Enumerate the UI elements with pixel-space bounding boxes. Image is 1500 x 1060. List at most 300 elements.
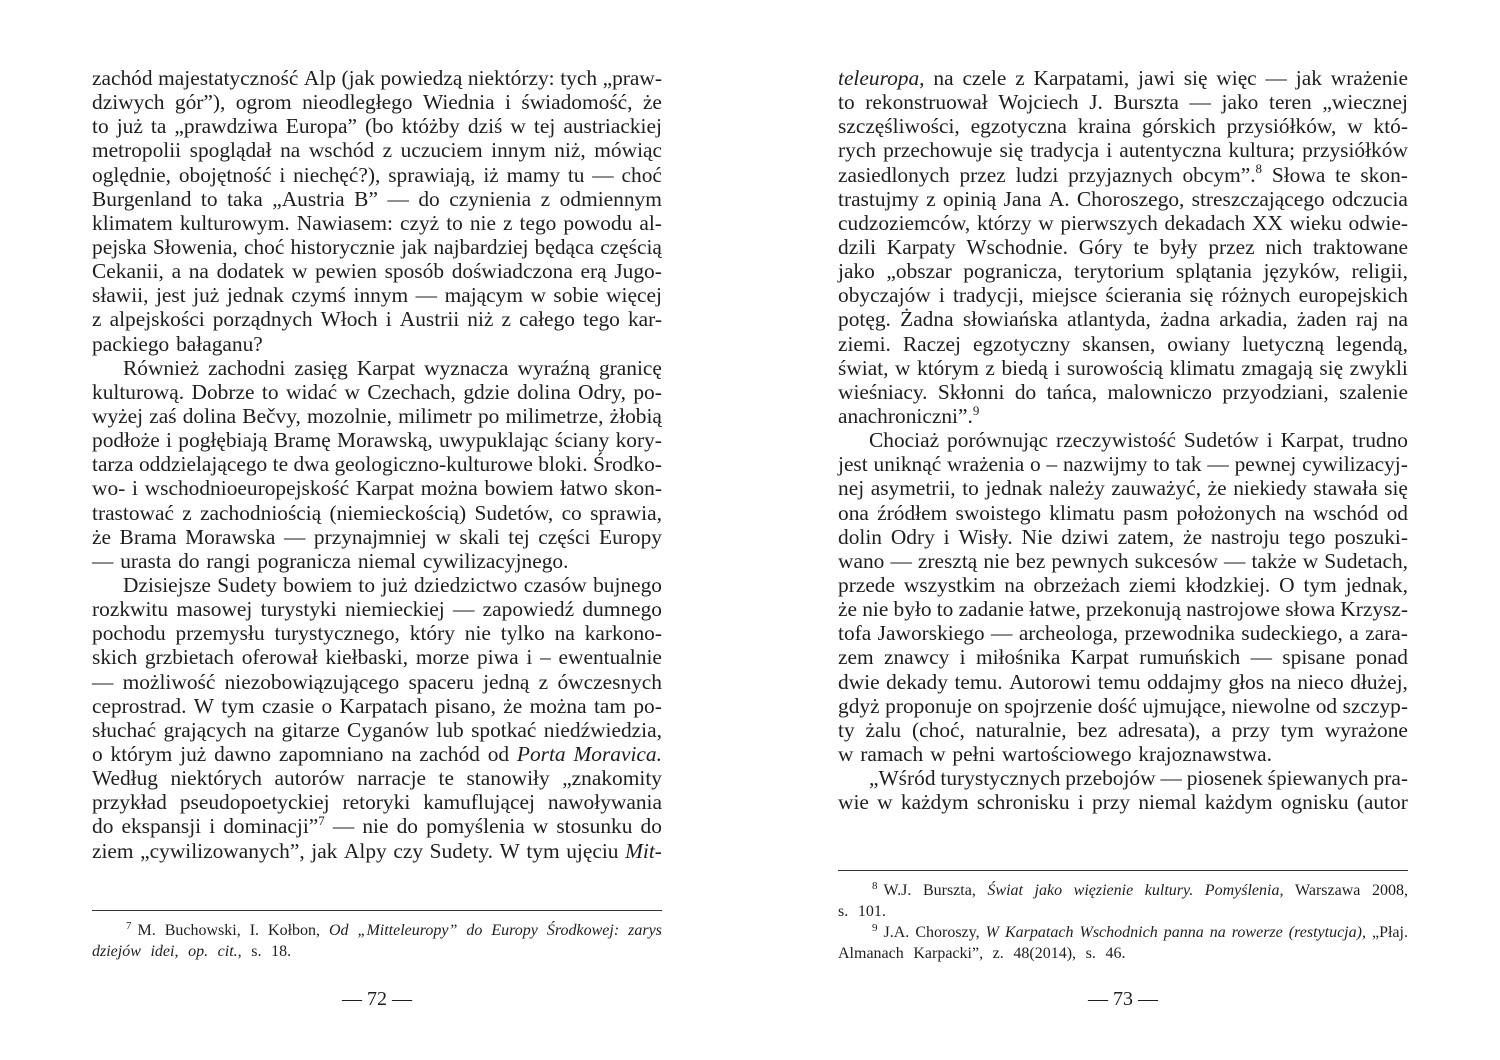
text-line	[838, 476, 1408, 500]
word: kultura;	[1228, 138, 1296, 163]
word: pewnych	[1051, 548, 1129, 573]
word: z	[503, 210, 513, 235]
word: dwie	[838, 669, 880, 694]
word: mówiąc	[594, 138, 662, 163]
word: w	[292, 259, 308, 284]
word: niektórych	[170, 766, 262, 791]
word: kłodzkiej.	[1185, 572, 1271, 597]
right-page-body-text	[838, 66, 1408, 814]
word: Sudety	[217, 572, 277, 597]
word: obyczajów	[838, 283, 931, 308]
word: pogłębiają	[178, 428, 268, 453]
word: że	[838, 597, 857, 622]
word: asymetrii,	[870, 476, 956, 501]
word: bowiem	[484, 476, 554, 501]
word: ziem	[92, 838, 134, 863]
word: niechęć?),	[293, 162, 381, 187]
word: w	[530, 283, 546, 308]
right-page	[750, 0, 1500, 1060]
word: przemysłu	[175, 621, 265, 646]
word: Góry	[1078, 234, 1123, 259]
word: to	[261, 379, 279, 404]
word: wschód	[308, 138, 375, 163]
word: zauważyć,	[1111, 476, 1202, 501]
word: zaś	[149, 403, 177, 428]
word: i	[526, 645, 533, 670]
word: więcej	[606, 283, 662, 308]
word: miejsce	[1031, 283, 1098, 308]
word: teleuropa,	[838, 66, 925, 90]
word: przekonują	[1085, 597, 1181, 622]
word: —	[1250, 645, 1272, 670]
word: dwa	[293, 452, 330, 477]
word: poszuki-	[1334, 524, 1408, 549]
word: to	[200, 186, 218, 211]
word: innym	[353, 283, 409, 308]
word: tańca,	[1046, 379, 1098, 404]
word: odczucia	[1331, 186, 1408, 211]
footnote-word-text: Kołbon,	[268, 922, 321, 939]
word: —	[991, 621, 1013, 646]
word: przyjaznych	[1068, 162, 1173, 187]
word: każdym	[1204, 790, 1273, 815]
word: na	[253, 717, 275, 742]
word: nastrojowe	[1186, 597, 1280, 622]
word: ceprostrad.	[92, 693, 187, 718]
footnote-line	[838, 922, 1408, 943]
word: sposób	[384, 259, 445, 284]
footnote-word-text: „Płaj.	[1371, 924, 1408, 941]
word: wrażenia	[947, 452, 1025, 477]
word: skon-	[614, 476, 662, 501]
word: zapomniano	[278, 741, 384, 766]
footnote-word	[987, 880, 1023, 901]
word: pogranicza,	[963, 259, 1063, 284]
word: się	[1189, 283, 1214, 308]
word: pewnej	[1234, 452, 1297, 477]
word: archeologa,	[1018, 621, 1118, 646]
word: iż	[483, 162, 499, 187]
word: skon-	[1360, 162, 1408, 187]
word: W	[193, 693, 214, 718]
word: czele	[962, 66, 1007, 90]
text-line	[838, 138, 1408, 162]
word: dziwi	[1061, 524, 1109, 549]
word: to	[838, 90, 855, 115]
word: szczęśliwości,	[838, 114, 960, 139]
footnote-word-text: M.	[137, 922, 156, 939]
word: dłużej,	[1350, 669, 1408, 694]
word: było	[893, 597, 932, 622]
footnote-word	[1210, 922, 1226, 943]
word: nastroju	[1210, 524, 1280, 549]
word: al-	[639, 210, 662, 235]
word: tej	[508, 524, 530, 549]
word: uniknąć	[873, 452, 942, 477]
word: zapowiedź	[482, 597, 575, 622]
word: trudno	[1352, 428, 1408, 453]
word: turystycznych	[940, 766, 1061, 791]
word: —	[1223, 548, 1246, 573]
word: tych	[560, 66, 598, 90]
word: lub	[436, 717, 464, 742]
word: narracje	[357, 766, 427, 791]
text-line	[838, 718, 1408, 742]
word: Morawską,	[337, 428, 433, 453]
word: i	[1266, 428, 1273, 453]
word: pomyślenia	[426, 814, 525, 839]
word: przysiółków,	[1226, 114, 1337, 139]
word: Europa”	[285, 114, 358, 139]
word: a	[1211, 717, 1221, 742]
word: ziemi.	[838, 331, 891, 356]
word: bowiem	[283, 572, 353, 597]
word: zasięg	[294, 355, 348, 380]
left-page-body-text	[92, 66, 662, 863]
word: alpejskości	[109, 307, 205, 332]
word: będąca	[534, 234, 595, 259]
text-line	[92, 283, 662, 307]
word: przynajmniej	[313, 524, 427, 549]
word: do	[640, 814, 662, 839]
word: żłobią	[609, 403, 662, 428]
right-page-number: — 73 —	[1088, 988, 1158, 1010]
footnote-word	[466, 920, 482, 941]
word: pogranicza	[257, 548, 352, 573]
word: Mit-	[625, 838, 662, 863]
word: i	[1077, 790, 1084, 815]
text-line	[92, 501, 662, 525]
footnote-word	[1145, 880, 1193, 901]
word: powiedzą	[380, 66, 463, 90]
word: obcym”.8	[1182, 161, 1263, 187]
word: piwa	[477, 645, 519, 670]
word: Karpaty	[886, 234, 956, 259]
word: rozkwitu	[92, 597, 169, 622]
footnote-word-text: s.	[1085, 945, 1096, 962]
footnote-word	[1164, 922, 1204, 943]
word: oddajmy	[1147, 669, 1222, 694]
word: Karpatach	[339, 693, 428, 718]
text-line	[838, 501, 1408, 525]
word: tej	[533, 114, 556, 139]
word: miłośnika	[975, 645, 1061, 670]
text-line	[92, 549, 662, 573]
word: biedą	[1001, 355, 1048, 380]
word: arkadia,	[1219, 307, 1288, 332]
word: na	[391, 741, 412, 766]
word: po	[477, 403, 500, 428]
word: nazwijmy	[1062, 452, 1148, 477]
footnote-word-text: Burszta,	[922, 882, 976, 899]
word: więc	[1216, 66, 1257, 90]
word: czymś	[291, 283, 346, 308]
word: „praw-	[602, 66, 662, 90]
text-line	[92, 211, 662, 235]
word: któżby	[401, 114, 460, 139]
footnote-word	[188, 941, 213, 962]
word: z	[985, 355, 995, 380]
word: Karpat,	[1280, 428, 1345, 453]
footnote-word-text: na	[1209, 924, 1226, 941]
word: klimatu	[1169, 355, 1235, 380]
word: o	[321, 693, 333, 718]
text-line	[838, 380, 1408, 404]
text-line	[838, 452, 1408, 476]
word: bloki.	[538, 452, 588, 477]
word: dość	[1097, 693, 1137, 718]
word: wie	[838, 790, 869, 815]
word: jest	[838, 452, 868, 477]
word: położonych	[1176, 500, 1277, 525]
footnote-word-text: idei,	[150, 943, 179, 960]
text-line	[92, 525, 662, 549]
word: „znakomity	[562, 766, 662, 791]
word: po-	[633, 379, 662, 404]
footnote-word-text: dziejów	[92, 943, 141, 960]
word: sobie	[553, 283, 599, 308]
word: spotkać	[471, 717, 537, 742]
text-line	[92, 766, 662, 790]
word: Wojciech	[998, 90, 1079, 115]
word: kulturową.	[92, 379, 185, 404]
word: Jaworskiego	[877, 621, 985, 646]
word: na	[1284, 500, 1305, 525]
word: mozolnie,	[307, 403, 392, 428]
word: sprawiają,	[388, 162, 476, 187]
word: i	[959, 645, 966, 670]
word: adresata),	[1118, 717, 1201, 742]
word: po-	[633, 693, 662, 718]
word: Dobrze	[191, 379, 255, 404]
footnote-word	[1105, 943, 1130, 964]
word: zmagają	[1241, 355, 1313, 380]
word: grzbietach	[144, 645, 234, 670]
word: ludzi	[1015, 162, 1059, 187]
word: w	[1038, 210, 1054, 235]
word: odwie-	[1348, 210, 1408, 235]
word: Włoch	[320, 307, 378, 332]
text-line	[92, 476, 662, 500]
text-line	[838, 90, 1408, 114]
footnote-word-text: Choroszy,	[915, 924, 980, 941]
word: krajoznawstwa.	[1138, 741, 1272, 766]
word: autorów	[274, 766, 345, 791]
word: bez	[1015, 548, 1046, 573]
word: zara-	[1365, 621, 1408, 646]
text-line	[838, 670, 1408, 694]
word: rekonstruował	[865, 90, 988, 115]
footnote	[92, 920, 662, 962]
word: jak	[311, 838, 338, 863]
word: sudeckiego,	[1241, 621, 1343, 646]
word: temu.	[954, 669, 1003, 694]
word: w	[1347, 114, 1363, 139]
word: Cyganów	[347, 717, 430, 742]
word: którym	[110, 741, 173, 766]
word: terytorium	[1074, 259, 1165, 284]
text-line	[92, 573, 662, 597]
word: Chociaż	[869, 428, 940, 453]
word: już	[180, 741, 207, 766]
word: w	[532, 814, 549, 839]
word: zwykli	[1349, 355, 1408, 380]
word: którym	[917, 355, 979, 380]
text-line	[838, 790, 1408, 814]
footnote-word	[491, 920, 538, 941]
word: pełni	[952, 741, 996, 766]
word: Skłonni	[937, 379, 1005, 404]
word: z	[926, 186, 936, 211]
word: któ-	[1373, 114, 1408, 139]
footnote-word	[92, 941, 146, 962]
word: ówczesnych	[557, 669, 662, 694]
word: już	[116, 114, 143, 139]
footnote-number: 9	[872, 921, 878, 934]
word: sprawia,	[590, 500, 662, 525]
word: odmiennym	[559, 186, 662, 211]
word: dziś	[467, 114, 503, 139]
word: granicę	[598, 355, 662, 380]
word: łatwo	[560, 476, 608, 501]
word: Porta	[516, 741, 566, 766]
word: piosenek	[1186, 766, 1263, 791]
word: dawno	[214, 741, 272, 766]
text-line	[92, 187, 662, 211]
footnote-word-text: Wschodnich	[1079, 924, 1158, 941]
footnote-word-text: Karpatach	[1005, 924, 1074, 941]
word: przy	[1092, 790, 1131, 815]
footnote-line	[92, 920, 662, 941]
word: gór”),	[174, 90, 226, 115]
text-line	[92, 66, 662, 90]
word: czy	[393, 838, 424, 863]
word: szczyp-	[1342, 693, 1408, 718]
word: przez	[1208, 234, 1255, 259]
footnote	[838, 922, 1408, 964]
footnote-word-text: 101.	[857, 903, 886, 920]
word: —	[1207, 452, 1229, 477]
word: Sudety.	[429, 838, 493, 863]
word: Bramę	[273, 428, 331, 453]
footnote-word	[165, 920, 241, 941]
word: Dzisiejsze	[123, 572, 211, 597]
footnote-word	[1013, 943, 1080, 964]
word: niektórzy:	[467, 66, 555, 90]
word: już	[381, 572, 408, 597]
footnote-word-text: zarys	[628, 922, 662, 939]
word: w	[838, 741, 854, 766]
word: a	[1349, 621, 1359, 646]
word: wyraźną	[517, 355, 590, 380]
word: austriackiej	[563, 114, 662, 139]
word: do	[92, 814, 114, 839]
word: ewentualnie	[558, 645, 662, 670]
word: (niemieckością)	[329, 500, 467, 525]
footnote-word	[329, 920, 349, 941]
footnote	[838, 880, 1408, 922]
word: dodatek	[216, 259, 285, 284]
word: Choroszego,	[1076, 186, 1185, 211]
word: traktowane	[1312, 234, 1408, 259]
word: czynienia	[449, 186, 532, 211]
word: J.	[1089, 90, 1103, 115]
word: —	[1265, 66, 1287, 90]
word: oględnie,	[92, 162, 172, 187]
text-line	[92, 597, 662, 621]
word: dziwych	[92, 90, 165, 115]
text-line	[92, 356, 662, 380]
word: były	[1159, 234, 1198, 259]
word: Odry	[890, 524, 935, 549]
text-line	[92, 718, 662, 742]
word: bez	[1077, 717, 1108, 742]
word: wieku	[1289, 210, 1342, 235]
word: majestatyczność	[158, 66, 299, 90]
word: gdyż	[838, 693, 880, 718]
word: wo-	[92, 476, 126, 501]
word: wschodnioeuropejskość	[144, 476, 350, 501]
text-line	[92, 621, 662, 645]
word: XX	[1251, 210, 1283, 235]
word: górskich	[1142, 114, 1216, 139]
word: Karpat	[1070, 645, 1129, 670]
word: do	[396, 814, 418, 839]
word: jako	[838, 259, 875, 284]
word: niż	[467, 307, 494, 332]
word: i	[385, 307, 392, 332]
word: przyodziani,	[1222, 379, 1329, 404]
word: doświadczona	[451, 259, 573, 284]
footnote-word-text: kultury.	[1144, 882, 1194, 899]
word: to	[358, 572, 376, 597]
footnote-word-text: 48(2014),	[1013, 945, 1077, 962]
footnote-word	[547, 920, 619, 941]
footnote-word-text: Świat	[987, 882, 1023, 899]
word: tym	[526, 838, 560, 863]
word: choć	[243, 234, 285, 259]
word: jednak,	[1345, 572, 1408, 597]
word: Cekanii,	[92, 259, 164, 284]
text-line	[838, 428, 1408, 452]
word: tego	[1288, 524, 1326, 549]
word: stawała	[1313, 476, 1378, 501]
word: pasm	[1122, 500, 1169, 525]
word: wyznacza	[424, 355, 509, 380]
word: cywilizacyj-	[1302, 452, 1408, 477]
text-line	[92, 380, 662, 404]
word: tofa	[838, 621, 872, 646]
text-line	[92, 670, 662, 694]
word: „Wśród	[869, 766, 936, 791]
footnote-word	[1372, 922, 1408, 943]
word: masowej	[176, 597, 253, 622]
text-line	[92, 163, 662, 187]
word: Słowenia,	[152, 234, 238, 259]
word: na	[933, 66, 954, 90]
footnote-word	[1079, 922, 1157, 943]
word: podłoże	[92, 428, 160, 453]
word: i	[938, 283, 945, 308]
footnote-word	[913, 943, 988, 964]
word: Wschodnie.	[966, 234, 1068, 259]
word: spojrzenie	[1004, 693, 1093, 718]
word: przewodnika	[1124, 621, 1235, 646]
word: to	[92, 114, 109, 139]
word: można	[420, 476, 478, 501]
word: w	[1302, 548, 1319, 573]
footnote-word	[858, 901, 891, 922]
